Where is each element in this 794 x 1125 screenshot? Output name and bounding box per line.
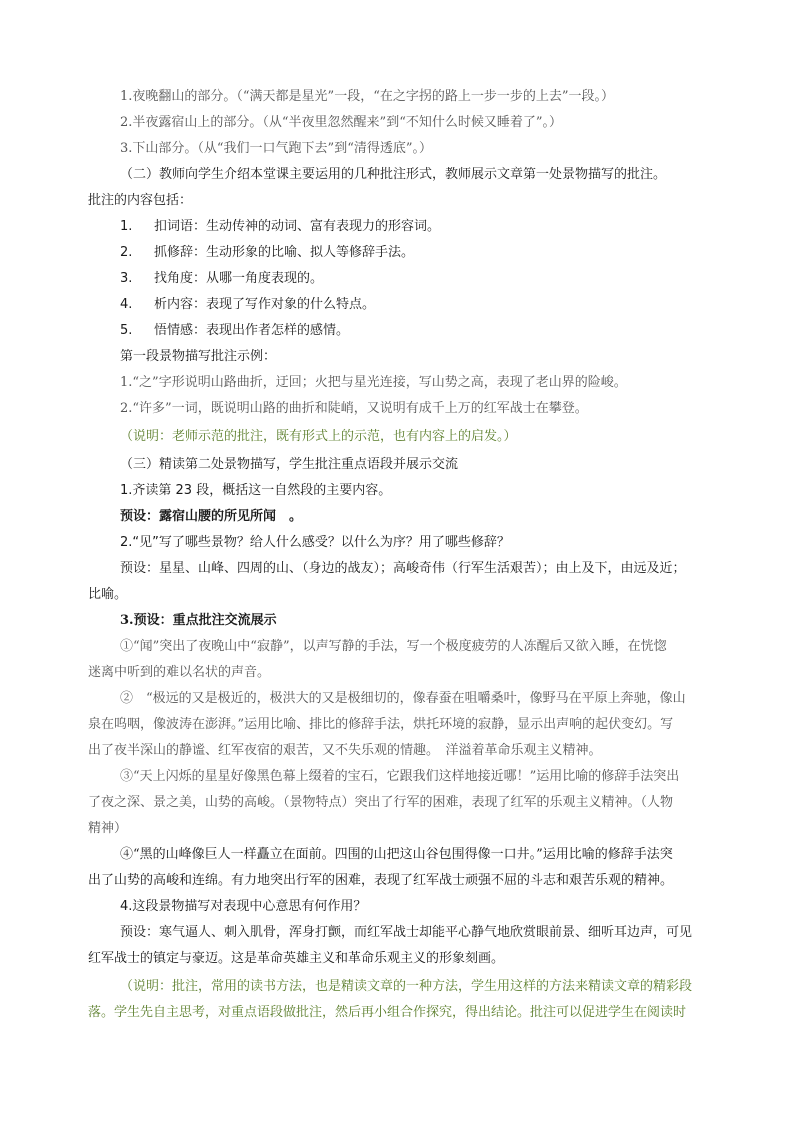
annotation-sample-1: ①“闻”突出了夜晚山中“寂静”，以声写静的手法，写一个极度疲劳的人冻醒后又欲入睡，在恍惚 bbox=[120, 639, 667, 654]
item-text: 抓修辞：生动形象的比喻、拟人等修辞手法。 bbox=[154, 245, 415, 260]
annotation-sample-4: ④“黑的山峰像巨人一样矗立在面前。四围的山把这山谷包围得像一口井。”运用比喻的修辞手法突 bbox=[120, 847, 673, 862]
annotation-sample-3: 精神） bbox=[88, 821, 128, 836]
teacher-note-2: （说明：批注，常用的读书方法，也是精读文章的一种方法，学生用这样的方法来精读文章的精彩段 bbox=[120, 979, 693, 994]
annotation-sample-3: ③“天上闪烁的星星好像黑色幕上缀着的宝石，它跟我们这样地接近哪！”运用比喻的修辞手法突出 bbox=[120, 769, 680, 784]
annotation-sample-2: 泉在呜咽，像波涛在澎湃。”运用比喻、排比的修辞手法，烘托环境的寂静，显示出声响的起伏变幻。写 bbox=[88, 717, 674, 732]
question-2-answer-line: 预设：星星、山峰、四周的山、（身边的战友）；高峻奇伟（行军生活艰苦）；由上及下，由远及近； bbox=[120, 561, 686, 576]
annotation-sample-3: 了夜之深、景之美，山势的高峻。（景物特点）突出了行军的困难，表现了红军的乐观主义精神。（人物 bbox=[88, 795, 674, 810]
annotation-item bbox=[120, 296, 375, 314]
item-number: 2. bbox=[120, 245, 133, 260]
example-title: 第一段景物描写批注示例： bbox=[120, 349, 277, 364]
item-number: 1. bbox=[120, 219, 133, 234]
item-text: 悟情感：表现出作者怎样的感情。 bbox=[154, 323, 350, 338]
question-2: 2.“见”写了哪些景物？给人什么感受？以什么为序？用了哪些修辞？ bbox=[120, 535, 510, 550]
annotation-item bbox=[120, 218, 440, 236]
section-part-3: 3.下山部分。（从“我们一口气跑下去”到“清得透底”。） bbox=[120, 141, 432, 156]
teacher-note-2: 落。学生先自主思考，对重点语段做批注，然后再小组合作探究，得出结论。批注可以促进学生在阅读时 bbox=[88, 1005, 687, 1020]
item-number: 4. bbox=[120, 297, 133, 312]
item-number: 3. bbox=[120, 271, 133, 286]
annotation-sample-2: 出了夜半深山的静谧、红军夜宿的艰苦，又不失乐观的情趣。 洋溢着革命乐观主义精神。 bbox=[88, 743, 602, 758]
question-4: 4.这段景物描写对表现中心意思有何作用？ bbox=[120, 899, 367, 914]
example-line-1: 1.“之”字形说明山路曲折，迂回；火把与星光连接，写山势之高，表现了老山界的险峻。 bbox=[120, 375, 627, 390]
question-3-heading: 3.预设：重点批注交流展示 bbox=[120, 613, 277, 628]
annotation-item bbox=[120, 244, 414, 262]
item-text: 找角度：从哪一角度表现的。 bbox=[154, 271, 324, 286]
item-text: 扣词语：生动传神的动词、富有表现力的形容词。 bbox=[154, 219, 441, 234]
annotation-item bbox=[120, 270, 323, 288]
teacher-note-1: （说明：老师示范的批注，既有形式上的示范，也有内容上的启发。） bbox=[120, 429, 517, 444]
annotation-item bbox=[120, 322, 349, 340]
annotation-intro: 批注的内容包括： bbox=[88, 193, 193, 208]
annotation-sample-2: ② “极远的又是极近的，极洪大的又是极细切的，像春蚕在咀嚼桑叶，像野马在平原上奔驰，像山 bbox=[120, 691, 686, 706]
question-4-answer-line: 红军战士的镇定与豪迈。这是革命英雄主义和革命乐观主义的形象刻画。 bbox=[88, 951, 505, 966]
question-2-answer-line: 比喻。 bbox=[88, 587, 128, 602]
step3-heading: （三）精读第二处景物描写，学生批注重点语段并展示交流 bbox=[120, 457, 459, 472]
item-number: 5. bbox=[120, 323, 133, 338]
step2-heading: （二）教师向学生介绍本堂课主要运用的几种批注形式，教师展示文章第一处景物描写的批注。 bbox=[120, 167, 667, 182]
question-1: 1.齐读第 23 段，概括这一自然段的主要内容。 bbox=[120, 483, 392, 498]
question-1-answer: 预设：露宿山腰的所见所闻 。 bbox=[120, 509, 303, 524]
question-4-answer-line: 预设：寒气逼人、刺入肌骨，浑身打颤，而红军战士却能平心静气地欣赏眼前景、细听耳边声，可见 bbox=[120, 925, 693, 940]
section-part-1: 1.夜晚翻山的部分。（“满天都是星光”一段，“在之字拐的路上一步一步的上去”一段。） bbox=[120, 89, 614, 104]
example-line-2: 2.“许多”一词，既说明山路的曲折和陡峭，又说明有成千上万的红军战士在攀登。 bbox=[120, 401, 588, 416]
annotation-sample-1: 迷离中听到的难以名状的声音。 bbox=[88, 665, 271, 680]
section-part-2: 2.半夜露宿山上的部分。（从“半夜里忽然醒来”到“不知什么时候又睡着了”。） bbox=[120, 115, 562, 130]
annotation-sample-4: 出了山势的高峻和连绵。有力地突出行军的困难，表现了红军战士顽强不屈的斗志和艰苦乐观的精神。 bbox=[88, 873, 674, 888]
item-text: 析内容：表现了写作对象的什么特点。 bbox=[154, 297, 376, 312]
